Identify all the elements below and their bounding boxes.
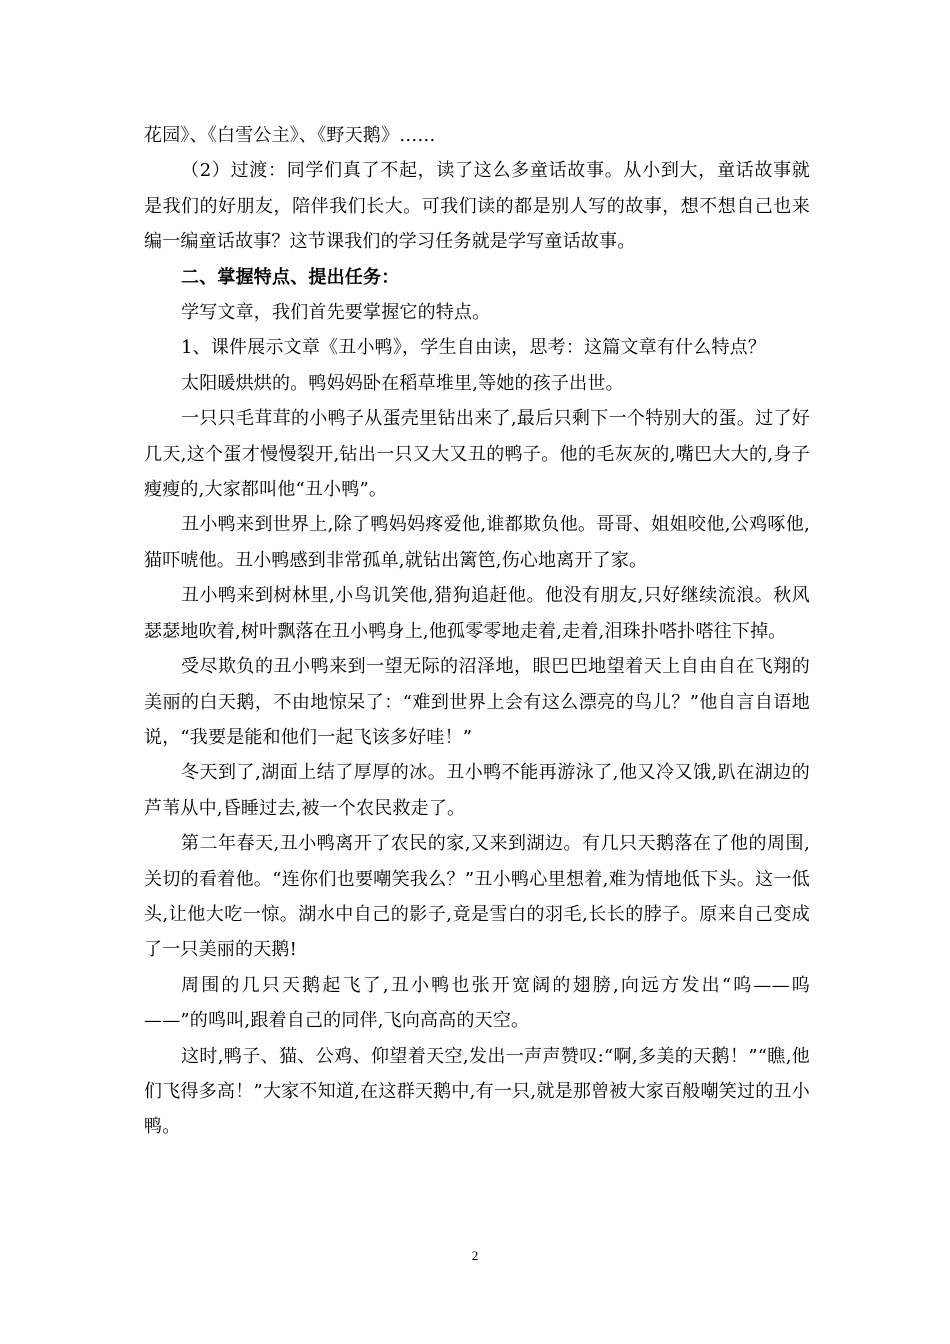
- paragraph-3: 学写文章，我们首先要掌握它的特点。: [181, 302, 491, 324]
- story-paragraph-5: 受尽欺负的丑小鸭来到一望无际的沼泽地，眼巴巴地望着天上自由自在飞翔的美丽的白天鹅，不由地惊呆了：“难到世界上会有这么漂亮的鸟儿？”他自言自语地说，“我要是能和他们一起飞该多好哇！”: [144, 656, 810, 748]
- story-paragraph-6: 冬天到了,湖面上结了厚厚的冰。丑小鸭不能再游泳了,他又冷又饿,趴在湖边的芦苇从中,昏睡过去,被一个农民救走了。: [144, 762, 810, 819]
- paragraph-1: （2）过渡：同学们真了不起，读了这么多童话故事。从小到大，童话故事就是我们的好朋友，陪伴我们长大。可我们读的都是别人写的故事，想不想自己也来编一编童话故事？这节课我们的学习任务就是学写童话故事。: [144, 160, 810, 253]
- story-paragraph-7: 第二年春天,丑小鸭离开了农民的家,又来到湖边。有几只天鹅落在了他的周围,关切的看着他。“连你们也要嘲笑我么？”丑小鸭心里想着,难为情地低下头。这一低头,让他大吃一惊。湖水中自己的影子,竟是雪白的羽毛,长长的脖子。原来自己变成了一只美丽的天鹅!: [144, 833, 810, 961]
- paragraph-0: 花园》、《白雪公主》、《野天鹅》……: [144, 125, 436, 146]
- story-paragraph-3: 丑小鸭来到世界上,除了鸭妈妈疼爱他,谁都欺负他。哥哥、姐姐咬他,公鸡啄他,猫吓唬他。丑小鸭感到非常孤单,就钻出篱笆,伤心地离开了家。: [144, 514, 810, 571]
- story-paragraph-2: 一只只毛茸茸的小鸭子从蛋壳里钻出来了,最后只剩下一个特别大的蛋。过了好几天,这个蛋才慢慢裂开,钻出一只又大又丑的鸭子。他的毛灰灰的,嘴巴大大的,身子瘦瘦的,大家都叫他“丑小鸭”。: [144, 408, 810, 501]
- document-body: [144, 118, 810, 1145]
- story-paragraph-4: 丑小鸭来到树林里,小鸟讥笑他,猎狗追赶他。他没有朋友,只好继续流浪。秋风瑟瑟地吹着,树叶飘落在丑小鸭身上,他孤零零地走着,走着,泪珠扑嗒扑嗒往下掉。: [144, 585, 810, 642]
- page-number: 2: [471, 1248, 479, 1263]
- section-heading: 二、掌握特点、提出任务：: [181, 266, 400, 288]
- story-paragraph-8: 周围的几只天鹅起飞了,丑小鸭也张开宽阔的翅膀,向远方发出“呜——呜——”的鸣叫,跟着自己的同伴,飞向高高的天空。: [144, 974, 810, 1032]
- story-paragraph-1: 太阳暖烘烘的。鸭妈妈卧在稻草堆里,等她的孩子出世。: [181, 372, 624, 394]
- paragraph-4: 1、课件展示文章《丑小鸭》，学生自由读，思考：这篇文章有什么特点？: [181, 337, 767, 359]
- story-paragraph-9: 这时,鸭子、猫、公鸡、仰望着天空,发出一声声赞叹:“啊,多美的天鹅！”“瞧,他们飞得多高！”大家不知道,在这群天鹅中,有一只,就是那曾被大家百般嘲笑过的丑小鸭。: [144, 1045, 810, 1138]
